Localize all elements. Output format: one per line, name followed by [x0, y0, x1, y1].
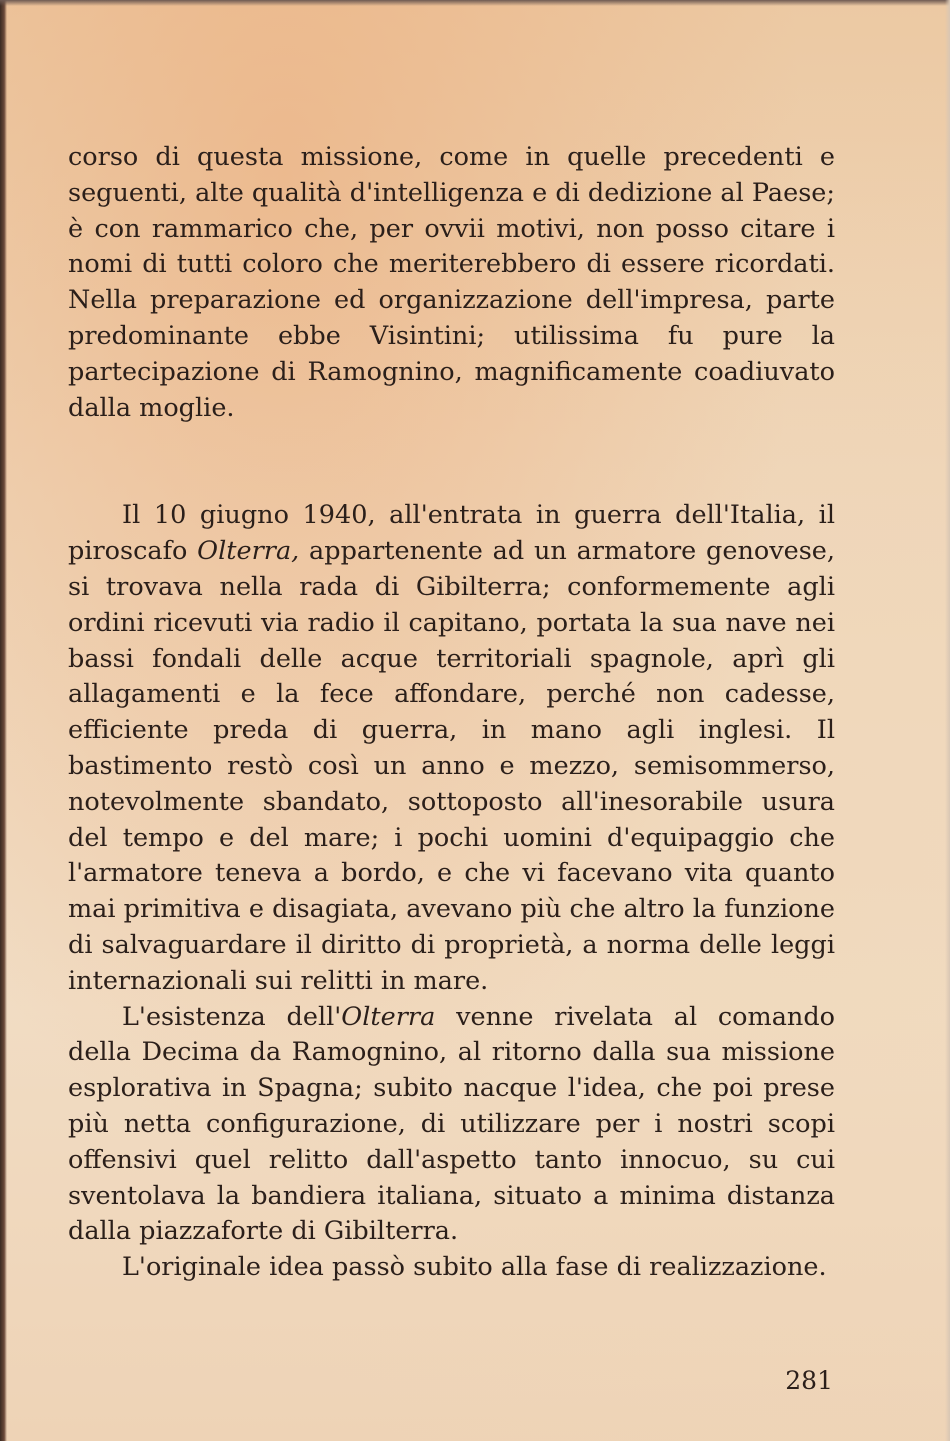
paragraph-olterra-discovery — [68, 1000, 835, 1251]
body-text — [68, 140, 835, 1286]
paragraph-realization: L'originale idea passò subito alla fase di realizzazione. — [122, 1252, 827, 1283]
paragraph-text-start: L'esistenza dell' — [122, 1001, 342, 1032]
ship-name-italic: Olterra, — [197, 536, 300, 567]
paragraph-text-end: venne rivelata al comando della Decima da Ramognino, al ritorno dalla sua missione esplorativa in Spagna; subito nacque l'idea, che poi prese più netta configurazione, di utilizzare per i nostri scopi offensivi quel relitto dall'aspetto tanto innocuo, su cui sventolava la bandiera italiana, situato a minima distanza dalla piazzaforte di Gibilterra. — [68, 1001, 836, 1247]
paragraph-olterra-scuttling — [68, 498, 835, 999]
paragraph-continuation: corso di questa missione, come in quelle precedenti e seguenti, alte qualità d'intelligenza e di dedizione al Paese; è con rammarico che, per ovvii motivi, non posso citare i nomi di tutti coloro che meriterebbero di essere ricordati. Nella preparazione ed organizzazione dell'impresa, parte predominante ebbe Visintini; utilissima fu pure la partecipazione di Ramognino, magnificamente coadiuvato dalla moglie. — [68, 142, 835, 423]
page-binding-shadow — [0, 0, 7, 1441]
page-top-shadow — [0, 0, 950, 6]
page-number: 281 — [785, 1366, 833, 1395]
page-right-edge — [945, 0, 950, 1441]
paragraph-text-start: Il 10 giugno 1940, all'entrata in guerra dell'Italia, il piroscafo — [68, 500, 835, 567]
paragraph-text-end: appartenente ad un armatore genovese, si trovava nella rada di Gibilterra; conformemente agli ordini ricevuti via radio il capitano, portata la sua nave nei bassi fondali delle acque territoriali spagnole, aprì gli allagamenti e la fece affondare, perché non cadesse, efficiente preda di guerra, in mano agli inglesi. Il bastimento restò così un anno e mezzo, semisommerso, notevolmente sbandato, sottoposto all'inesorabile usura del tempo e del mare; i pochi uomini d'equipaggio che l'armatore teneva a bordo, e che vi facevano vita quanto mai primitiva e disagiata, avevano più che altro la funzione di salvaguardare il diritto di proprietà, a norma delle leggi internazionali sui relitti in mare. — [68, 536, 835, 996]
ship-name-italic: Olterra — [341, 1001, 436, 1032]
